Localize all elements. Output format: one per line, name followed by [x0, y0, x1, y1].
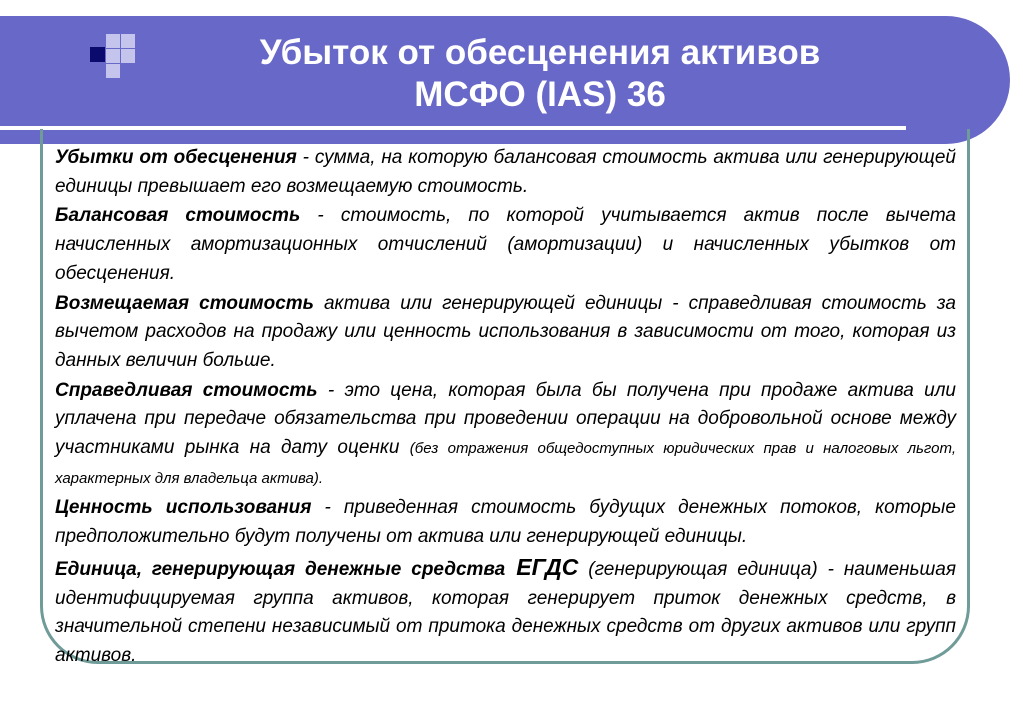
definition-text: - стоимость, по которой учитывается актив после вычета начисленных амортизационных отчислений (амортизации) и начисленных убытков от обесценения. [55, 205, 957, 284]
definition-text: - это цена, которая была бы получена при продаже актива или уплачена при передаче обязательства при проведении операции на добровольной основе между участниками рынка на дату оценки [55, 379, 956, 459]
term-label: Справедливая стоимость [55, 379, 318, 401]
definition-text: (генерирующая единица) - наименьшая идентифицируемая группа активов, которая генерирует приток денежных средств, в значительной степени независимый от притока денежных средств от других активов или групп активов. [55, 558, 956, 666]
title-line-1: Убыток от обесценения активов [259, 33, 821, 72]
definition-note: (без отражения общедоступных юридических прав и налоговых льгот, характерных для владельца актива). [55, 440, 956, 487]
definition-impairment-loss [55, 144, 956, 201]
definition-text: - приведенная стоимость будущих денежных потоков, которые предположительно будут получены от актива или генерирующей единицы. [55, 497, 956, 548]
definition-carrying-amount [55, 202, 956, 288]
term-label: Убытки от обесценения [55, 147, 297, 168]
slide-title [210, 32, 870, 116]
definition-fair-value [55, 377, 956, 494]
term-abbreviation: ЕГДС [505, 553, 579, 580]
term-label: Балансовая стоимость [55, 205, 301, 227]
definition-text: - сумма, на которую балансовая стоимость актива или генерирующей единицы превышает его возмещаемую стоимость. [55, 147, 956, 197]
term-label: Единица, генерирующая денежные средства [55, 558, 506, 580]
definition-cash-generating-unit [55, 553, 956, 671]
definition-recoverable-amount [55, 290, 956, 376]
definitions-list [55, 144, 956, 672]
term-label: Возмещаемая стоимость [55, 292, 314, 314]
title-line-2: МСФО (IAS) 36 [414, 75, 666, 114]
definition-text: актива или генерирующей единицы - справедливая стоимость за вычетом расходов на продажу или ценность использования в зависимости от того, которая из данных величин больше. [55, 292, 956, 371]
term-label: Ценность использования [55, 497, 312, 519]
definition-value-in-use [55, 494, 956, 551]
